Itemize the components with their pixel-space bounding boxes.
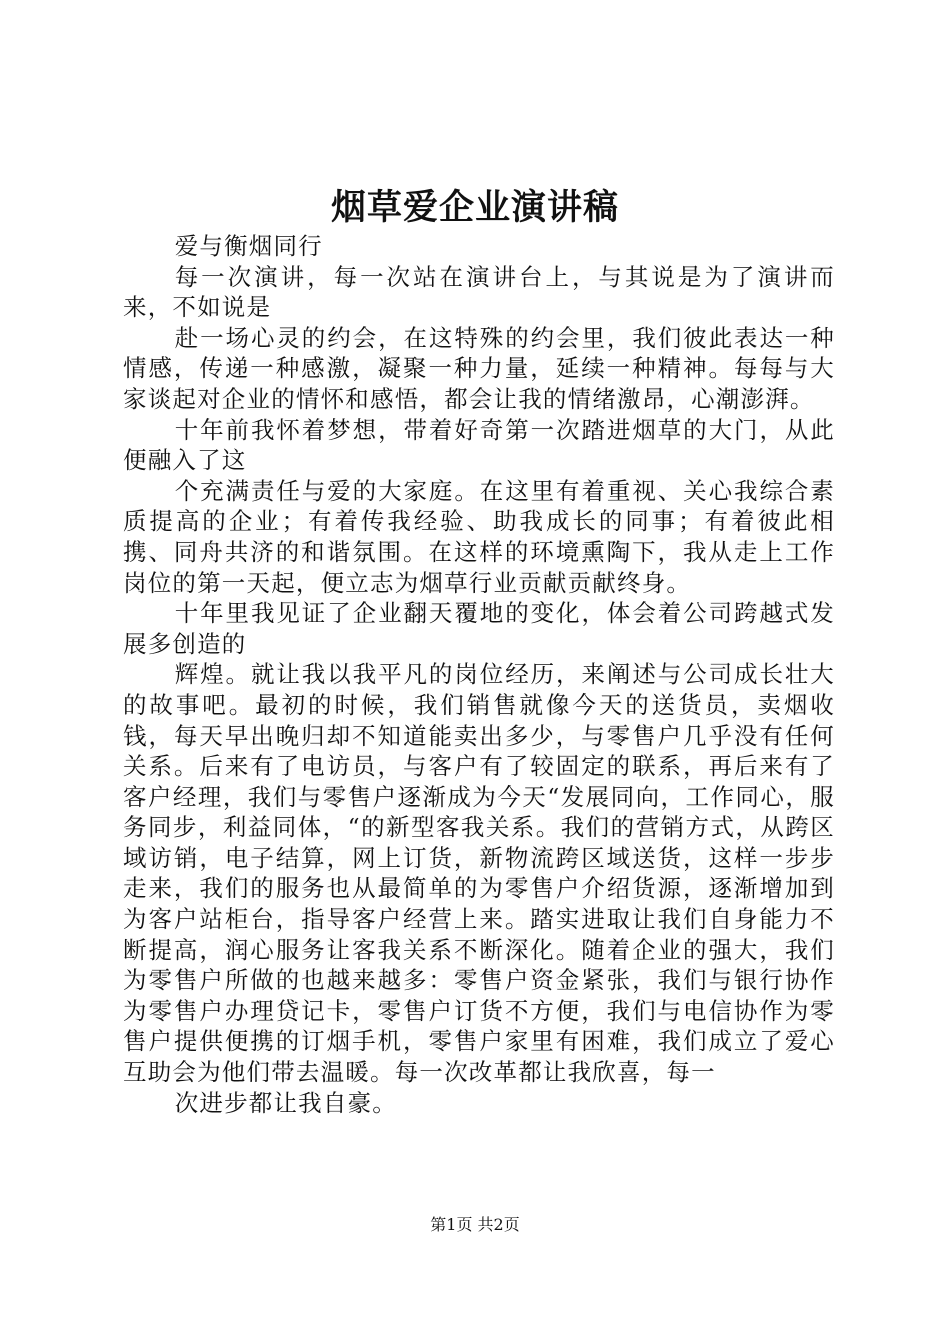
paragraph: 赴一场心灵的约会，在这特殊的约会里，我们彼此表达一种情感，传递一种感激，凝聚一种力量，延续一种精神。每每与大家谈起对企业的情怀和感悟，都会让我的情绪激昂，心潮澎湃。	[123, 323, 835, 413]
paragraph: 次进步都让我自豪。	[174, 1088, 397, 1117]
document-body	[123, 231, 835, 1118]
paragraph: 辉煌。就让我以我平凡的岗位经历，来阐述与公司成长壮大的故事吧。最初的时候，我们销售就像今天的送货员，卖烟收钱，每天早出晚归却不知道能卖出多少，与零售户几乎没有任何关系。后来有了电访员，与客户有了较固定的联系，再后来有了客户经理，我们与零售户逐渐成为今天“发展同向，工作同心，服务同步，利益同体，“的新型客我关系。我们的营销方式，从跨区域访销，电子结算，网上订货，新物流跨区域送货，这样一步步走来，我们的服务也从最简单的为零售户介绍货源，逐渐增加到为客户站柜台，指导客户经营上来。踏实进取让我们自身能力不断提高，润心服务让客我关系不断深化。随着企业的强大，我们为零售户所做的也越来越多：零售户资金紧张，我们与银行协作为零售户办理贷记卡，零售户订货不方便，我们与电信协作为零售户提供便携的订烟手机，零售户家里有困难，我们成立了爱心互助会为他们带去温暖。每一次改革都让我欣喜，每一	[123, 660, 835, 1087]
paragraph: 个充满责任与爱的大家庭。在这里有着重视、关心我综合素质提高的企业；有着传我经验、助我成长的同事；有着彼此相携、同舟共济的和谐氛围。在这样的环境熏陶下，我从走上工作岗位的第一天起，便立志为烟草行业贡献贡献终身。	[123, 476, 835, 597]
paragraph: 每一次演讲，每一次站在演讲台上，与其说是为了演讲而来，不如说是	[123, 262, 835, 322]
page-number: 第1页 共2页	[430, 1215, 520, 1234]
paragraph: 十年里我见证了企业翻天覆地的变化，体会着公司跨越式发展多创造的	[123, 599, 835, 658]
paragraph: 十年前我怀着梦想，带着好奇第一次踏进烟草的大门，从此便融入了这	[123, 415, 835, 475]
paragraph-subtitle: 爱与衡烟同行	[174, 232, 323, 260]
document-title: 烟草爱企业演讲稿	[330, 187, 619, 228]
